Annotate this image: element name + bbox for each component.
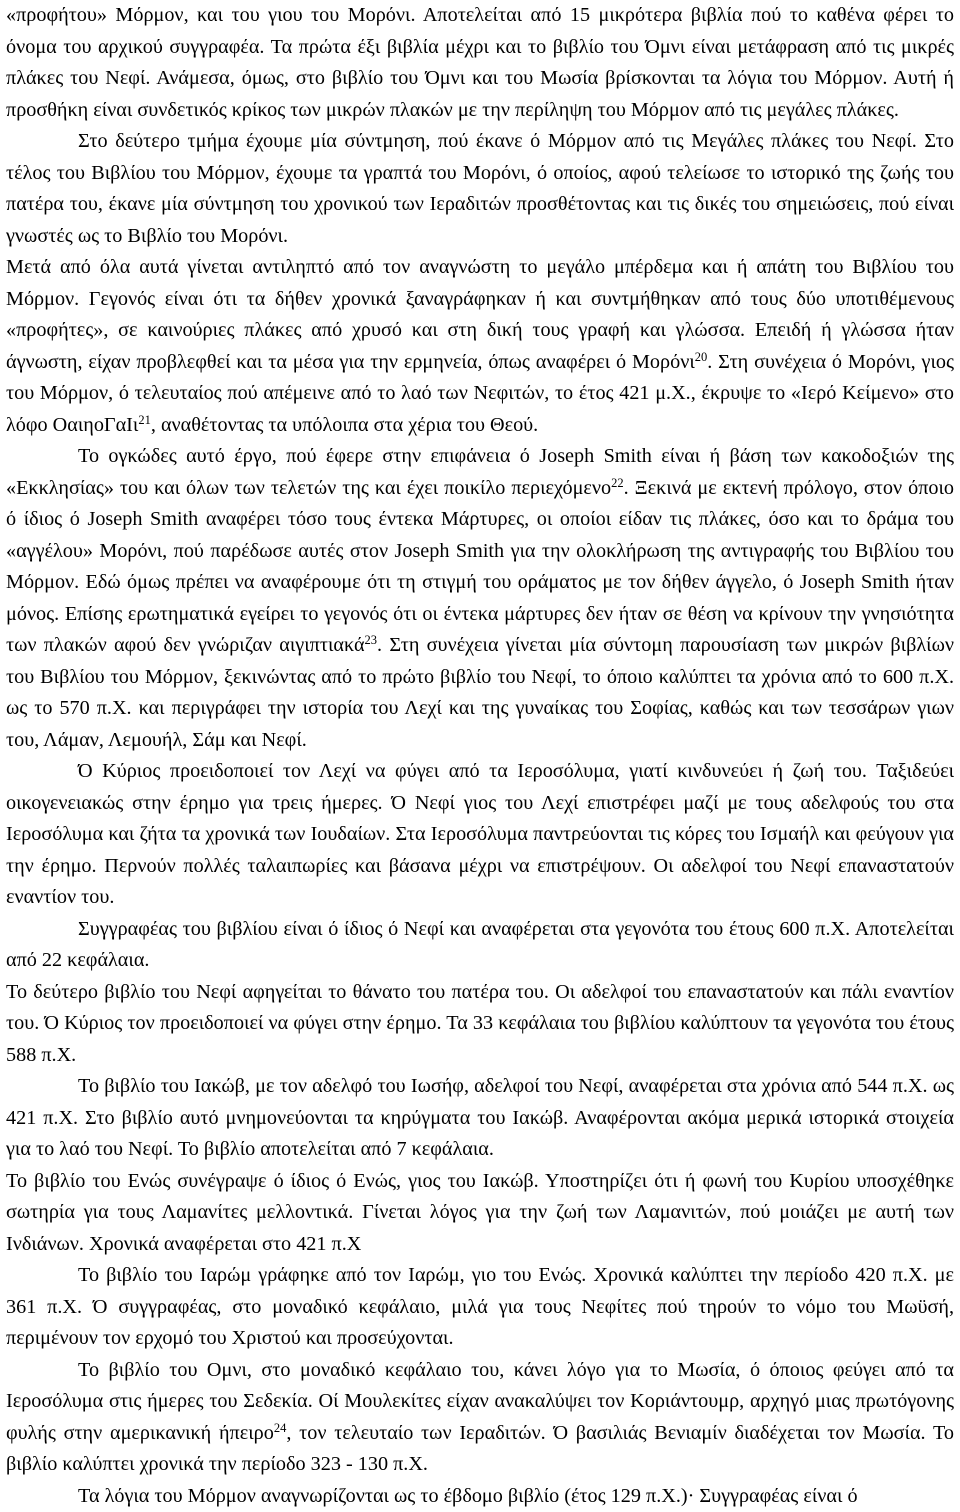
footnote-marker: 21 xyxy=(138,413,151,427)
paragraph xyxy=(6,1355,954,1481)
paragraph xyxy=(6,1071,954,1166)
paragraph xyxy=(6,126,954,252)
paragraph-text: «προφήτου» Μόρμον, και του γιου του Μορόνι. Αποτελείται από 15 μικρότερα βιβλία πού το καθένα φέρει το όνομα του αρχικού συγγραφέα. Τα πρώτα έξι βιβλία μέχρι και το βιβλίο του Όμνι είναι μετάφραση από τις μικρές πλάκες του Νεφί. Ανάμεσα, όμως, στο βιβλίο του Όμνι και του Μωσία βρίσκονται τα λόγια του Μόρμον. Αυτή ή προσθήκη είναι συνδετικός κρίκος των μικρών πλακών με την περίληψη του Μόρμον από τις μεγάλες πλάκες. xyxy=(6,4,954,121)
paragraph xyxy=(6,914,954,977)
paragraph xyxy=(6,1481,954,1512)
paragraph-text: Το δεύτερο βιβλίο του Νεφί αφηγείται το θάνατο του πατέρα του. Οι αδελφοί του επαναστατούν και πάλι εναντίον του. Ό Κύριος τον προειδοποιεί να φύγει στην έρημο. Τα 33 κεφάλαια του βιβλίου καλύπτουν τα γεγονότα του έτους 588 π.Χ. xyxy=(6,981,954,1066)
paragraph-text: . Ξεκινά με εκτενή πρόλογο, στον όποιο ό ίδιος ό Joseph Smith αναφέρει τόσο τους έντεκα Μάρτυρες, οι οποίοι είδαν τις πλάκες, όσο και το δράμα του «αγγέλου» Μορόνι, πού παρέδωσε αυτές στον Joseph Smith για την ολοκλήρωση της αντιγραφής του Βιβλίου του Μόρμον. Εδώ όμως πρέπει να αναφέρουμε ότι τη στιγμή του οράματος με τον δήθεν άγγελο, ό Joseph Smith ήταν μόνος. Επίσης ερωτηματικά εγείρει το γεγονός ότι οι έντεκα μάρτυρες δεν ήταν σε θέση να κρίνουν την γνησιότητα των πλακών αφού δεν γνώριζαν αιγιπτιακά xyxy=(6,477,954,657)
paragraph-text: . Στη συνέχεια γίνεται μία σύντομη παρουσίαση των μικρών βιβλίων του Βιβλίου του Μόρμον, ξεκινώντας από το πρώτο βιβλίο του Νεφί, το όποιο καλύπτει τα χρόνια από το 600 π.Χ. ως το 570 π.Χ. και περιγράφει την ιστορία του Λεχί και της γυναίκας του Σοφίας, καθώς και των τεσσάρων γιων του, Λάμαν, Λεμουήλ, Σάμ και Νεφί. xyxy=(6,634,954,751)
paragraph xyxy=(6,441,954,756)
paragraph-text: Στο δεύτερο τμήμα έχουμε μία σύντμηση, πού έκανε ό Μόρμον από τις Μεγάλες πλάκες του Νεφί. Στο τέλος του Βιβλίου του Μόρμον, έχουμε τα γραπτά του Μορόνι, ό οποίος, αφού τελείωσε το ιστορικό της ζωής του πατέρα του, έκανε μία σύντμηση του χρονικού των Ιεραδιτών προσθέτοντας και τις δικές του σημειώσεις, πού είναι γνωστές ως το Βιβλίο του Μορόνι. xyxy=(6,130,954,247)
paragraph-text: Το βιβλίο του Ομνι, στο μοναδικό κεφάλαιο του, κάνει λόγο για το Μωσία, ό όποιος φεύγει από τα Ιεροσόλυμα στις ήμερες του Σεδεκία. Οί Μουλεκίτες είχαν ανακαλύψει τον Κοριάντουμρ, αρχηγό μιας πρωτόγονης φυλής στην αμερικανική ήπειρο xyxy=(6,1359,954,1444)
paragraph xyxy=(6,1260,954,1355)
footnote-marker: 20 xyxy=(695,350,708,364)
paragraph-text: Ό Κύριος προειδοποιεί τον Λεχί να φύγει από τα Ιεροσόλυμα, γιατί κινδυνεύει ή ζωή του. Ταξιδεύει οικογενειακώς στην έρημο για τρεις ήμερες. Ό Νεφί γιος του Λεχί επιστρέφει μαζί με τους αδελφούς του στα Ιεροσόλυμα και ζήτα τα χρονικά των Ιουδαίων. Στα Ιεροσόλυμα παντρεύονται τις κόρες του Ισμαήλ και φεύγουν για την έρημο. Περνούν πολλές ταλαιπωρίες και βάσανα μέχρι να επιστρέψουν. Οι αδελφοί του Νεφί επαναστατούν εναντίον του. xyxy=(6,760,954,908)
footnote-marker: 23 xyxy=(365,633,378,647)
paragraph-text: Το βιβλίο του Ιαρώμ γράφηκε από τον Ιαρώμ, γιο του Ενώς. Χρονικά καλύπτει την περίοδο 420 π.Χ. με 361 π.Χ. Ό συγγραφέας, στο μοναδικό κεφάλαιο, μιλά για τους Νεφίτες πού τηρούν το νόμο του Μωϋσή, περιμένουν τον ερχομό του Χριστού και προσεύχονται. xyxy=(6,1264,954,1349)
footnote-marker: 22 xyxy=(611,476,624,490)
paragraph-text: Συγγραφέας του βιβλίου είναι ό ίδιος ό Νεφί και αναφέρεται στα γεγονότα του έτους 600 π.Χ. Αποτελείται από 22 κεφάλαια. xyxy=(6,918,954,972)
paragraph xyxy=(6,252,954,441)
paragraph-text: Το ογκώδες αυτό έργο, πού έφερε στην επιφάνεια ό Joseph Smith είναι ή βάση των κακοδοξιών της «Εκκλησίας» του και όλων των τελετών της και έχει ποικίλο περιεχόμενο xyxy=(6,445,954,499)
paragraph-text: Το βιβλίο του Ενώς συνέγραψε ό ίδιος ό Ενώς, γιος του Ιακώβ. Υποστηρίζει ότι ή φωνή του Κυρίου υποσχέθηκε σωτηρία για τους Λαμανίτες μελλοντικά. Γίνεται λόγος για την ζωή των Λαμανιτών, πού μοιάζει με αυτή των Ινδιάνων. Χρονικά αναφέρεται στο 421 π.Χ xyxy=(6,1170,954,1255)
paragraph-text: , αναθέτοντας τα υπόλοιπα στα χέρια του Θεού. xyxy=(151,414,538,436)
paragraph-text: . Στη συνέχεια ό Μορόνι, γιος του Μόρμον, ό τελευταίος πού απέμεινε από το λαό των Νεφιτών, το έτος 421 μ.Χ., έκρυψε το «Ιερό Κείμενο» στο λόφο ΟαιηοΓαΙι xyxy=(6,351,954,436)
paragraph xyxy=(6,1166,954,1261)
paragraph xyxy=(6,0,954,126)
paragraph-text: Μετά από όλα αυτά γίνεται αντιληπτό από τον αναγνώστη το μεγάλο μπέρδεμα και ή απάτη του Βιβλίου του Μόρμον. Γεγονός είναι ότι τα δήθεν χρονικά ξαναγράφηκαν ή και συντμήθηκαν από τους δύο υποτιθέμενους «προφήτες», σε καινούριες πλάκες από χρυσό και στη δική τους γραφή και γλώσσα. Επειδή ή γλώσσα ήταν άγνωστη, είχαν προβλεφθεί και τα μέσα για την ερμηνεία, όπως αναφέρει ό Μορόνι xyxy=(6,256,954,373)
footnote-marker: 24 xyxy=(274,1421,287,1435)
paragraph-text: , τον τελευταίο των Ιεραδιτών. Ό βασιλιάς Βενιαμίν διαδέχεται τον Μωσία. Το βιβλίο καλύπτει χρονικά την περίοδο 323 - 130 π.Χ. xyxy=(6,1422,954,1476)
paragraph-text: Το βιβλίο του Ιακώβ, με τον αδελφό του Ιωσήφ, αδελφοί του Νεφί, αναφέρεται στα χρόνια από 544 π.Χ. ως 421 π.Χ. Στο βιβλίο αυτό μνημονεύονται τα κηρύγματα του Ιακώβ. Αναφέρονται ακόμα μερικά ιστορικά στοιχεία για το λαό του Νεφί. Το βιβλίο αποτελείται από 7 κεφάλαια. xyxy=(6,1075,954,1160)
paragraph xyxy=(6,977,954,1072)
paragraph-text: Τα λόγια του Μόρμον αναγνωρίζονται ως το έβδομο βιβλίο (έτος 129 π.Χ.)· Συγγραφέας είναι ό xyxy=(78,1485,858,1507)
paragraph xyxy=(6,756,954,914)
